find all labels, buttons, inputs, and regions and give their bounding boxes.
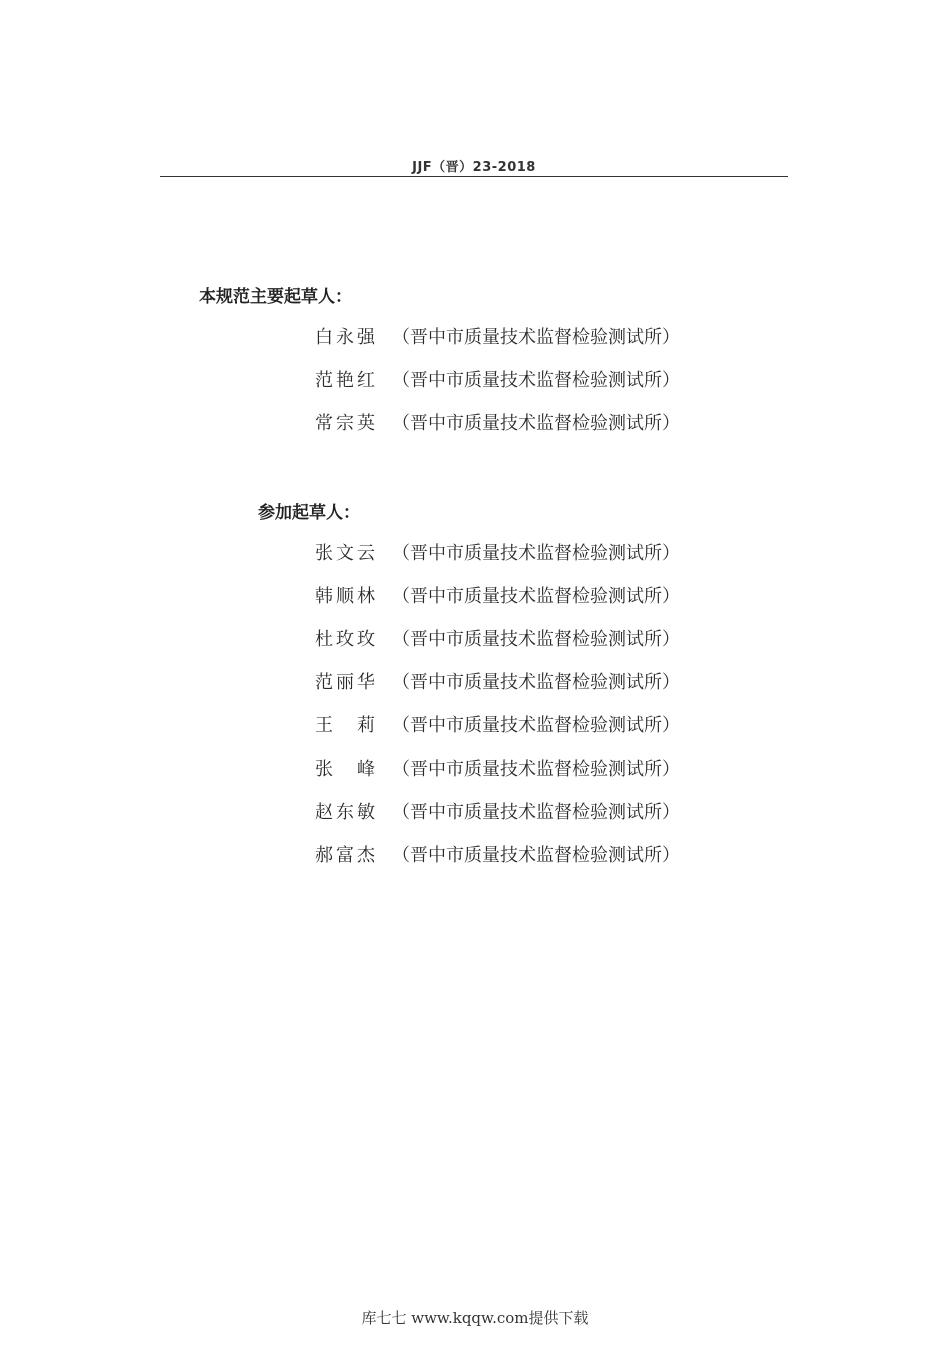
drafter-name: 郝富杰: [315, 844, 375, 866]
drafter-organization: （晋中市质量技术监督检验测试所）: [392, 672, 680, 694]
drafter-row: [315, 789, 680, 832]
drafter-organization: （晋中市质量技术监督检验测试所）: [392, 628, 680, 650]
drafter-name: 韩顺林: [315, 585, 375, 607]
drafter-organization: （晋中市质量技术监督检验测试所）: [392, 801, 680, 823]
drafter-name: 张峰: [315, 758, 375, 780]
drafter-organization: （晋中市质量技术监督检验测试所）: [392, 585, 680, 607]
drafter-name: 张文云: [315, 542, 375, 564]
drafter-organization: （晋中市质量技术监督检验测试所）: [392, 715, 680, 737]
standard-code: JJF（晋）23-2018: [412, 160, 536, 175]
drafter-row: [315, 314, 680, 357]
main-drafters-list: [315, 314, 680, 444]
drafter-organization: （晋中市质量技术监督检验测试所）: [392, 412, 680, 434]
drafter-name: 杜玫玫: [315, 628, 375, 650]
main-drafters-heading: 本规范主要起草人：: [199, 287, 352, 307]
drafter-row: [315, 616, 680, 659]
download-watermark: 库七七 www.kqqw.com提供下载: [361, 1309, 589, 1327]
drafter-name: 赵东敏: [315, 801, 375, 823]
drafter-name: 常宗英: [315, 412, 375, 434]
drafter-row: [315, 573, 680, 616]
drafter-organization: （晋中市质量技术监督检验测试所）: [392, 369, 680, 391]
drafter-name: 白永强: [315, 326, 375, 348]
drafter-organization: （晋中市质量技术监督检验测试所）: [392, 758, 680, 780]
drafter-row: [315, 832, 680, 875]
drafter-name: 范艳红: [315, 369, 375, 391]
drafter-row: [315, 530, 680, 573]
drafter-row: [315, 357, 680, 400]
drafter-row: [315, 746, 680, 789]
drafter-row: [315, 660, 680, 703]
drafter-organization: （晋中市质量技术监督检验测试所）: [392, 326, 680, 348]
drafter-organization: （晋中市质量技术监督检验测试所）: [392, 844, 680, 866]
participating-drafters-list: [315, 530, 680, 876]
page-header: [160, 152, 788, 177]
drafter-row: [315, 400, 680, 443]
drafter-row: [315, 703, 680, 746]
drafter-name: 王莉: [315, 715, 375, 737]
drafter-name: 范丽华: [315, 672, 375, 694]
drafter-organization: （晋中市质量技术监督检验测试所）: [392, 542, 680, 564]
participating-drafters-heading: 参加起草人：: [258, 503, 360, 523]
